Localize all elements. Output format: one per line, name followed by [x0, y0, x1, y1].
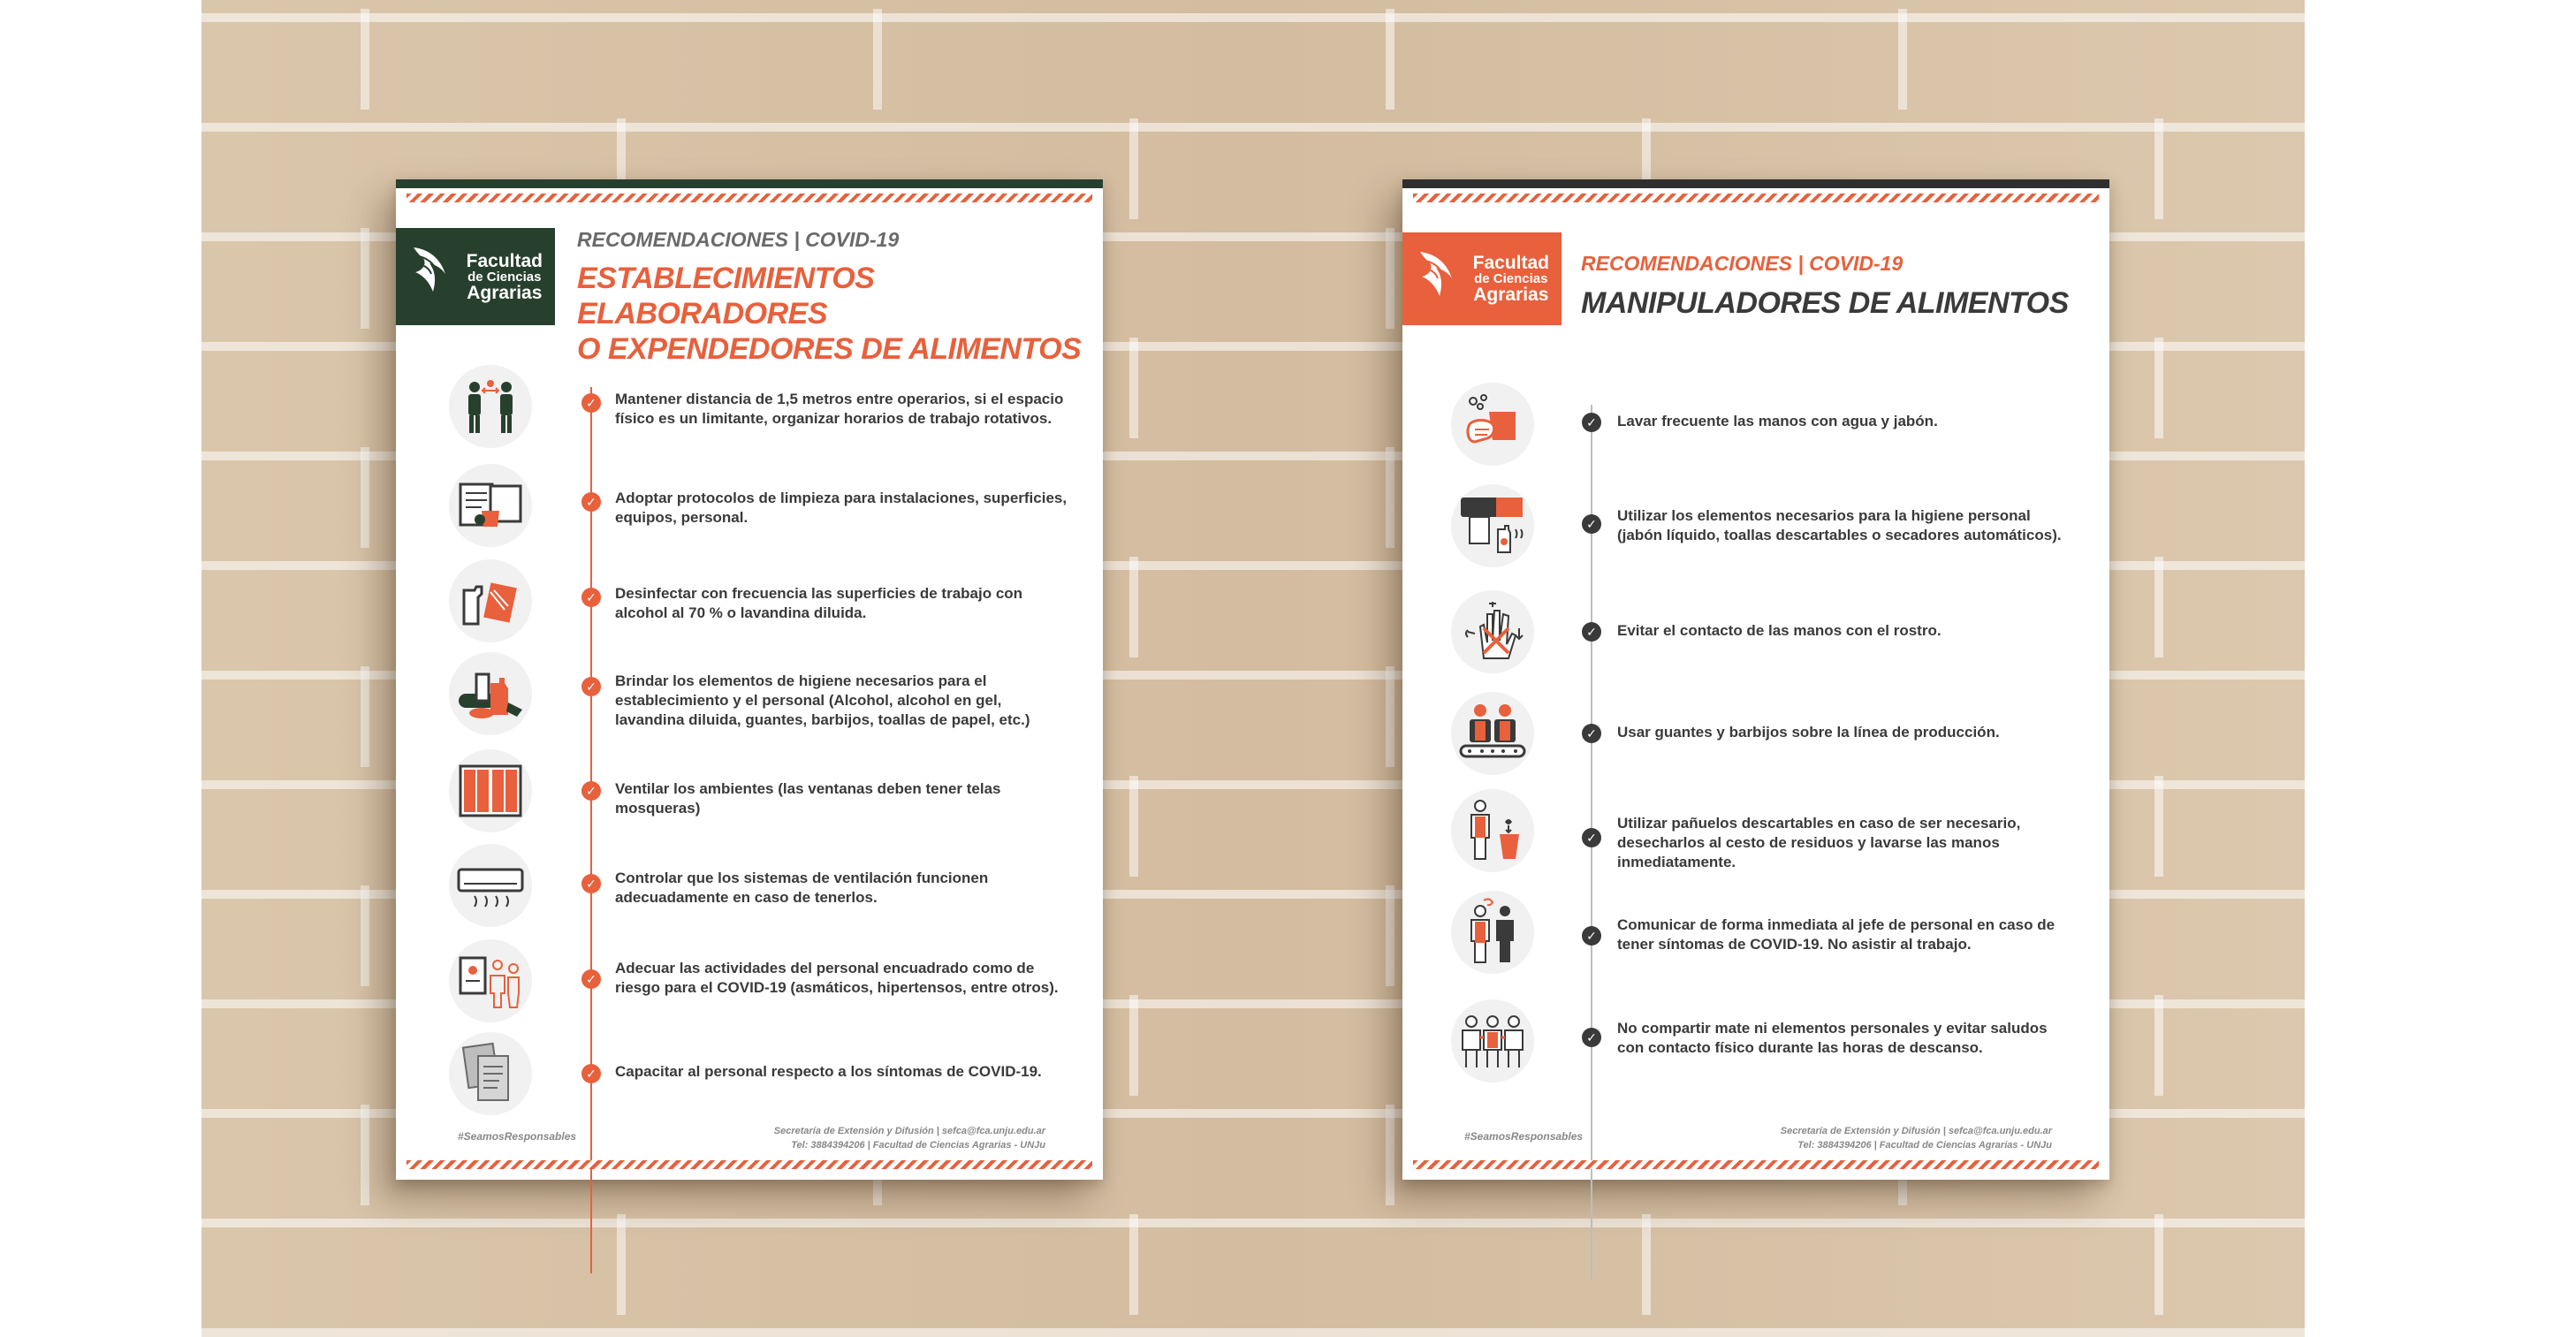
recommendation-text: Capacitar al personal respecto a los síntomas de COVID-19. [615, 1063, 1042, 1080]
recommendation-text: Adoptar protocolos de limpieza para instalaciones, superficies, equipos, personal. [615, 490, 1068, 527]
recommendation-text: Mantener distancia de 1,5 metros entre operarios, si el espacio físico es un limitante, organizar horarios de trabajo rotativos. [615, 391, 1064, 428]
check-icon: ✓ [581, 874, 601, 893]
hashtag: #SeamosResponsables [458, 1130, 577, 1143]
recommendation-text: Evitar el contacto de las manos con el rostro. [1617, 622, 1941, 639]
logo-text-line2: de Ciencias [1474, 271, 1548, 286]
recommendation-text: Utilizar pañuelos descartables en caso de ser necesario, desecharlos al cesto de residuos y lavarse las manos inmediatamente. [1617, 815, 2021, 871]
check-icon: ✓ [1582, 724, 1601, 743]
poster-title [577, 261, 1103, 367]
logo-text-line1: Facultad [466, 250, 543, 271]
eagle-logo-icon [1413, 243, 1466, 314]
check-icon: ✓ [581, 588, 601, 607]
hand-washing-icon [1451, 383, 1534, 466]
poster-establecimientos [396, 179, 1103, 1180]
check-icon: ✓ [1582, 828, 1601, 847]
poster-top-bar [396, 179, 1103, 188]
faculty-logo [1402, 232, 1562, 325]
recommendation-text: Utilizar los elementos necesarios para la higiene personal (jabón líquido, toallas descartables o secadores automáticos). [1617, 507, 2062, 544]
hygiene-supplies-icon [449, 652, 532, 735]
check-icon: ✓ [1582, 514, 1601, 534]
tissue-bin-icon [1451, 789, 1534, 872]
no-sharing-icon [1451, 999, 1534, 1083]
logo-text-line2: de Ciencias [467, 269, 542, 285]
recommendation-text: Usar guantes y barbijos sobre la línea de producción. [1617, 724, 2000, 741]
eagle-logo-icon [407, 239, 460, 309]
poster-title-line1: ESTABLECIMIENTOS ELABORADORES [577, 262, 875, 331]
check-icon: ✓ [1582, 926, 1601, 946]
poster-subtitle: RECOMENDACIONES | COVID-19 [577, 228, 900, 251]
check-icon: ✓ [581, 492, 601, 512]
hatch-divider-top [1413, 194, 2099, 202]
recommendation-text: Controlar que los sistemas de ventilación funcionen adecuadamente en caso de tenerlos. [615, 870, 989, 907]
cleaning-protocol-icon [449, 464, 532, 547]
check-icon: ✓ [581, 781, 601, 801]
recommendation-text: Adecuar las actividades del personal encuadrado como de riesgo para el COVID-19 (asmáticos, hipertensos, entre otros). [615, 960, 1059, 997]
hatch-divider-top [407, 194, 1092, 202]
recommendation-text: Lavar frecuente las manos con agua y jabón. [1617, 413, 1938, 429]
report-boss-icon [1451, 891, 1534, 974]
check-icon: ✓ [581, 677, 601, 696]
logo-text-line1: Facultad [1472, 253, 1549, 273]
check-icon: ✓ [581, 969, 601, 989]
no-face-touch-icon [1451, 590, 1534, 673]
contact-line2: Tel: 3884394206 | Facultad de Ciencias Agrarias - UNJu [791, 1140, 1045, 1151]
contact-line2: Tel: 3884394206 | Facultad de Ciencias Agrarias - UNJu [1797, 1140, 2052, 1151]
spray-disinfect-icon [449, 559, 532, 642]
window-icon [449, 749, 532, 832]
logo-text-line3: Agrarias [467, 282, 543, 303]
poster-title [1581, 285, 2069, 321]
faculty-logo [396, 228, 555, 325]
poster-title-line1: MANIPULADORES DE ALIMENTOS [1581, 286, 2069, 320]
check-icon: ✓ [581, 393, 601, 413]
risk-group-icon [449, 939, 532, 1022]
air-conditioner-icon [449, 844, 532, 927]
recommendation-text: Brindar los elementos de higiene necesarios para el establecimiento y el personal (Alcohol, alcohol en gel, lavandina diluida, guantes, barbijos, toallas de papel, etc.) [615, 672, 1030, 729]
hashtag: #SeamosResponsables [1464, 1130, 1584, 1143]
check-icon: ✓ [1582, 413, 1601, 432]
social-distance-icon [449, 365, 532, 448]
contact-line1: Secretaría de Extensión y Difusión | sefca@fca.unju.edu.ar [1780, 1126, 2052, 1137]
hatch-divider-bottom [407, 1160, 1092, 1169]
timeline-line [590, 387, 592, 1273]
recommendation-text: Desinfectar con frecuencia las superficies de trabajo con alcohol al 70 % o lavandina diluida. [615, 585, 1023, 622]
hatch-divider-bottom [1413, 1160, 2099, 1169]
check-icon: ✓ [1582, 1028, 1601, 1047]
check-icon: ✓ [1582, 622, 1601, 642]
poster-subtitle: RECOMENDACIONES | COVID-19 [1581, 252, 1904, 275]
poster-top-bar [1402, 179, 2109, 188]
contact-info [774, 1125, 1045, 1153]
recommendation-text: Comunicar de forma inmediata al jefe de personal en caso de tener síntomas de COVID-19. No asistir al trabajo. [1617, 916, 2055, 953]
recommendation-text: Ventilar los ambientes (las ventanas deben tener telas mosqueras) [615, 780, 1001, 817]
production-line-workers-icon [1451, 692, 1534, 775]
training-document-icon [449, 1032, 532, 1115]
poster-manipuladores [1402, 179, 2109, 1180]
poster-title-line2: O EXPENDEDORES DE ALIMENTOS [577, 332, 1082, 367]
towel-dispenser-icon [1451, 484, 1534, 567]
contact-line1: Secretaría de Extensión y Difusión | sefca@fca.unju.edu.ar [773, 1126, 1045, 1137]
check-icon: ✓ [581, 1064, 601, 1083]
recommendation-text: No compartir mate ni elementos personales y evitar saludos con contacto físico durante las horas de descanso. [1617, 1020, 2048, 1057]
logo-text-line3: Agrarias [1473, 285, 1549, 305]
contact-info [1781, 1125, 2052, 1153]
